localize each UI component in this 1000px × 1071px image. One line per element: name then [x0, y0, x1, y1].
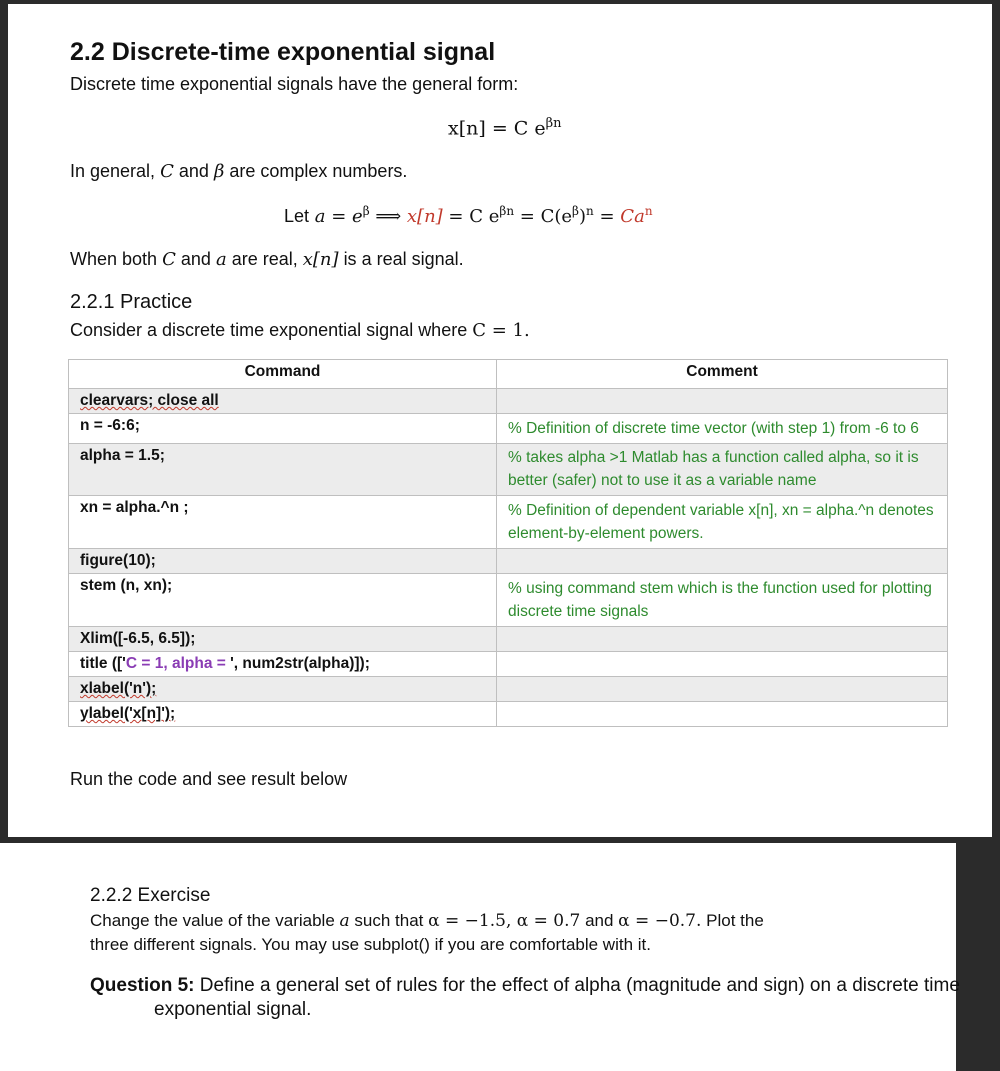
- command-text: ylabel('x[n]');: [80, 705, 176, 722]
- header-command: Command: [69, 360, 497, 389]
- command-cell: xn = alpha.^n ;: [69, 496, 497, 549]
- question-text: Define a general set of rules for the effect of alpha (magnitude and sign) on a discrete time exponential signal.: [154, 975, 960, 1020]
- command-cell: [69, 389, 497, 414]
- exercise-values-1: α = −1.5, α = 0.7: [428, 911, 581, 931]
- let-end: =: [599, 206, 621, 227]
- main-formula: [448, 116, 562, 139]
- main-formula-exponent: βn: [545, 116, 562, 131]
- exercise-line1: [90, 911, 764, 931]
- command-cell: stem (n, xn);: [69, 574, 497, 627]
- header-comment: Comment: [497, 360, 948, 389]
- command-table: [68, 359, 948, 727]
- real-are: are real,: [231, 249, 298, 269]
- command-text: xlabel('n');: [80, 680, 157, 697]
- exercise-post: Plot the: [706, 911, 764, 930]
- table-row: [69, 652, 948, 677]
- comment-cell: % Definition of dependent variable x[n], xn = alpha.^n denotes element-by-element powers.: [497, 496, 948, 549]
- let-a: a = e: [314, 206, 363, 227]
- let-a-exp: β: [362, 204, 370, 218]
- let-x: x[n]: [406, 206, 443, 227]
- command-cell: [69, 652, 497, 677]
- let-arrow: ⟹: [375, 206, 407, 227]
- real-and: and: [180, 249, 211, 269]
- real-pre: When both: [70, 249, 158, 269]
- comment-cell: % Definition of discrete time vector (with step 1) from -6 to 6: [497, 414, 948, 444]
- let-result: Ca: [620, 206, 645, 227]
- command-text: clearvars; close all: [80, 392, 219, 409]
- let-mid2: = C(e: [519, 206, 573, 227]
- section-intro: Discrete time exponential signals have the general form:: [70, 74, 519, 94]
- comment-cell: [497, 389, 948, 414]
- let-result-exp: n: [644, 204, 653, 218]
- exercise-pre: Change the value of the variable: [90, 911, 335, 930]
- question-block: [90, 974, 974, 1022]
- comment-cell: [497, 627, 948, 652]
- main-formula-base: x[n] = C e: [448, 117, 546, 140]
- table-row: [69, 414, 948, 444]
- command-cell: Xlim([-6.5, 6.5]);: [69, 627, 497, 652]
- table-row: [69, 389, 948, 414]
- real-a: a: [215, 249, 227, 270]
- comment-cell: % takes alpha >1 Matlab has a function called alpha, so it is better (safer) not to use it as a variable name: [497, 444, 948, 496]
- let-mid2-exp: β: [572, 204, 579, 218]
- section-title: 2.2 Discrete-time exponential signal: [70, 38, 496, 66]
- exercise-and: and: [585, 911, 614, 930]
- comment-cell: % using command stem which is the function used for plotting discrete time signals: [497, 574, 948, 627]
- table-row: [69, 627, 948, 652]
- comment-cell: [497, 677, 948, 702]
- table-row: [69, 444, 948, 496]
- command-cell: figure(10);: [69, 549, 497, 574]
- general-and: and: [178, 161, 209, 181]
- command-cell: n = -6:6;: [69, 414, 497, 444]
- table-row: [69, 549, 948, 574]
- let-mid: = C e: [448, 206, 500, 227]
- comment-cell: [497, 549, 948, 574]
- comment-cell: [497, 702, 948, 727]
- table-header-row: [69, 360, 948, 389]
- general-beta: β: [213, 161, 225, 182]
- general-C: C: [160, 161, 174, 182]
- question-label: Question 5:: [90, 975, 195, 996]
- command-cell: alpha = 1.5;: [69, 444, 497, 496]
- exercise-mid: such that: [354, 911, 424, 930]
- document-page-2: [0, 843, 960, 1071]
- let-mid2-close: ): [578, 206, 587, 227]
- document-page-1: [8, 4, 992, 837]
- real-x: x[n]: [302, 249, 339, 270]
- general-statement: [70, 161, 407, 182]
- comment-cell: [497, 652, 948, 677]
- exercise-title: 2.2.2 Exercise: [90, 885, 211, 906]
- real-statement: [70, 249, 464, 270]
- let-text: Let: [284, 206, 310, 226]
- real-C: C: [162, 249, 176, 270]
- general-post: are complex numbers.: [229, 161, 408, 181]
- run-text: Run the code and see result below: [70, 769, 348, 789]
- table-row: [69, 496, 948, 549]
- let-mid-exp: βn: [499, 204, 515, 218]
- exercise-values-2: α = −0.7.: [618, 911, 702, 931]
- command-string: C = 1, alpha =: [125, 655, 231, 672]
- general-text: In general,: [70, 161, 156, 181]
- command-post: ', num2str(alpha)]);: [230, 655, 370, 672]
- let-mid2-pow: n: [586, 204, 594, 218]
- exercise-line2: three different signals. You may use subplot() if you are comfortable with it.: [90, 935, 651, 954]
- table-row: [69, 702, 948, 727]
- table-row: [69, 677, 948, 702]
- command-cell: [69, 677, 497, 702]
- let-formula: [284, 204, 653, 227]
- table-row: [69, 574, 948, 627]
- command-pre: title ([': [80, 655, 126, 672]
- practice-text: [70, 320, 530, 341]
- practice-math: C = 1.: [472, 320, 530, 341]
- practice-text-pre: Consider a discrete time exponential signal where: [70, 320, 468, 340]
- command-cell: [69, 702, 497, 727]
- practice-title: 2.2.1 Practice: [70, 291, 193, 313]
- real-post: is a real signal.: [343, 249, 464, 269]
- exercise-a: a: [339, 911, 350, 931]
